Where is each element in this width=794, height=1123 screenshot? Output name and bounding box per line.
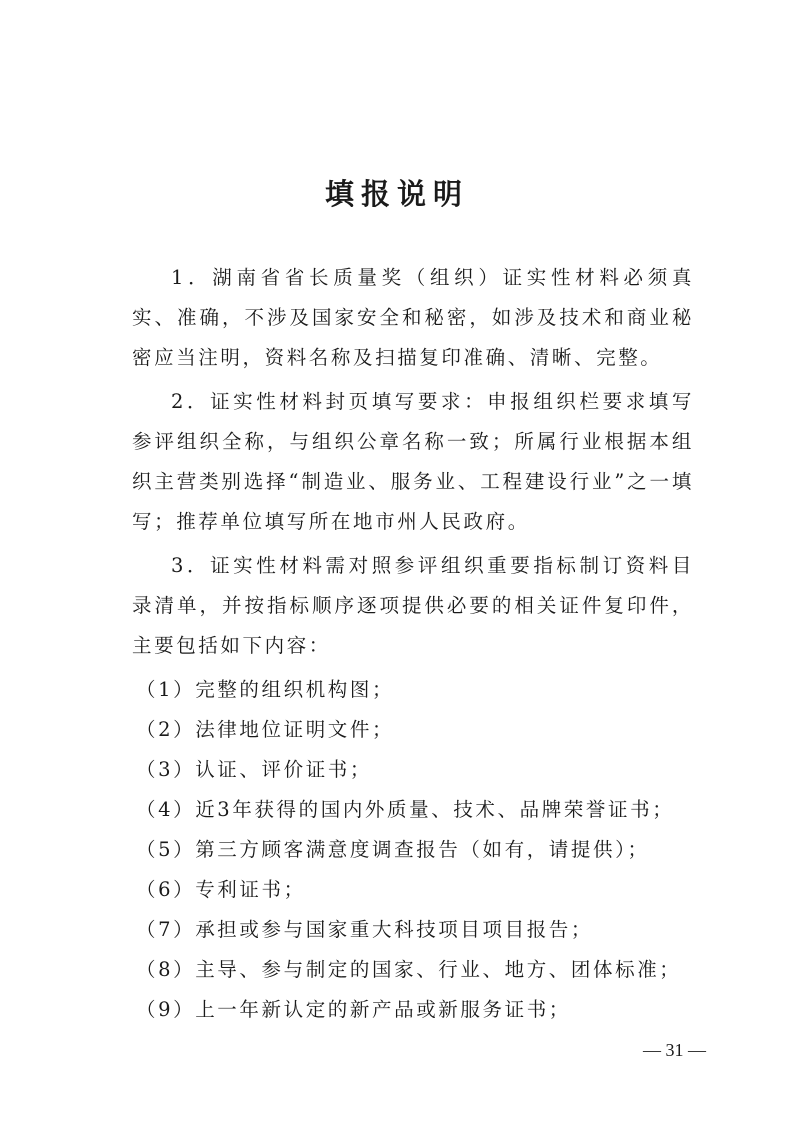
list-item: （7）承担或参与国家重大科技项目项目报告； [136, 918, 594, 941]
document-body [132, 258, 694, 1030]
list-item: （8）主导、参与制定的国家、行业、地方、团体标准； [136, 958, 682, 981]
page-title: 填报说明 [324, 177, 469, 211]
list-item: （6）专利证书； [136, 878, 306, 901]
paragraph-1: 1．湖南省省长质量奖（组织）证实性材料必须真实、准确，不涉及国家安全和秘密，如涉及技术和商业秘密应当注明，资料名称及扫描复印准确、清晰、完整。 [132, 266, 694, 369]
list-item: （4）近3年获得的国内外质量、技术、品牌荣誉证书； [136, 798, 675, 821]
paragraph-2: 2．证实性材料封页填写要求：申报组织栏要求填写参评组织全称，与组织公章名称一致；所属行业根据本组织主营类别选择“制造业、服务业、工程建设行业”之一填写；推荐单位填写所在地市州人民政府。 [132, 390, 694, 533]
page-number: — 31 — [643, 1040, 706, 1060]
materials-list [132, 670, 694, 1030]
list-item: （1）完整的组织机构图； [136, 678, 395, 701]
list-item: （5）第三方顾客满意度调查报告（如有，请提供）； [136, 838, 650, 861]
list-item: （9）上一年新认定的新产品或新服务证书； [136, 998, 571, 1021]
list-item: （2）法律地位证明文件； [136, 718, 395, 741]
paragraph-3: 3．证实性材料需对照参评组织重要指标制订资料目录清单，并按指标顺序逐项提供必要的相关证件复印件，主要包括如下内容： [132, 554, 694, 657]
list-item: （3）认证、评价证书； [136, 758, 373, 781]
